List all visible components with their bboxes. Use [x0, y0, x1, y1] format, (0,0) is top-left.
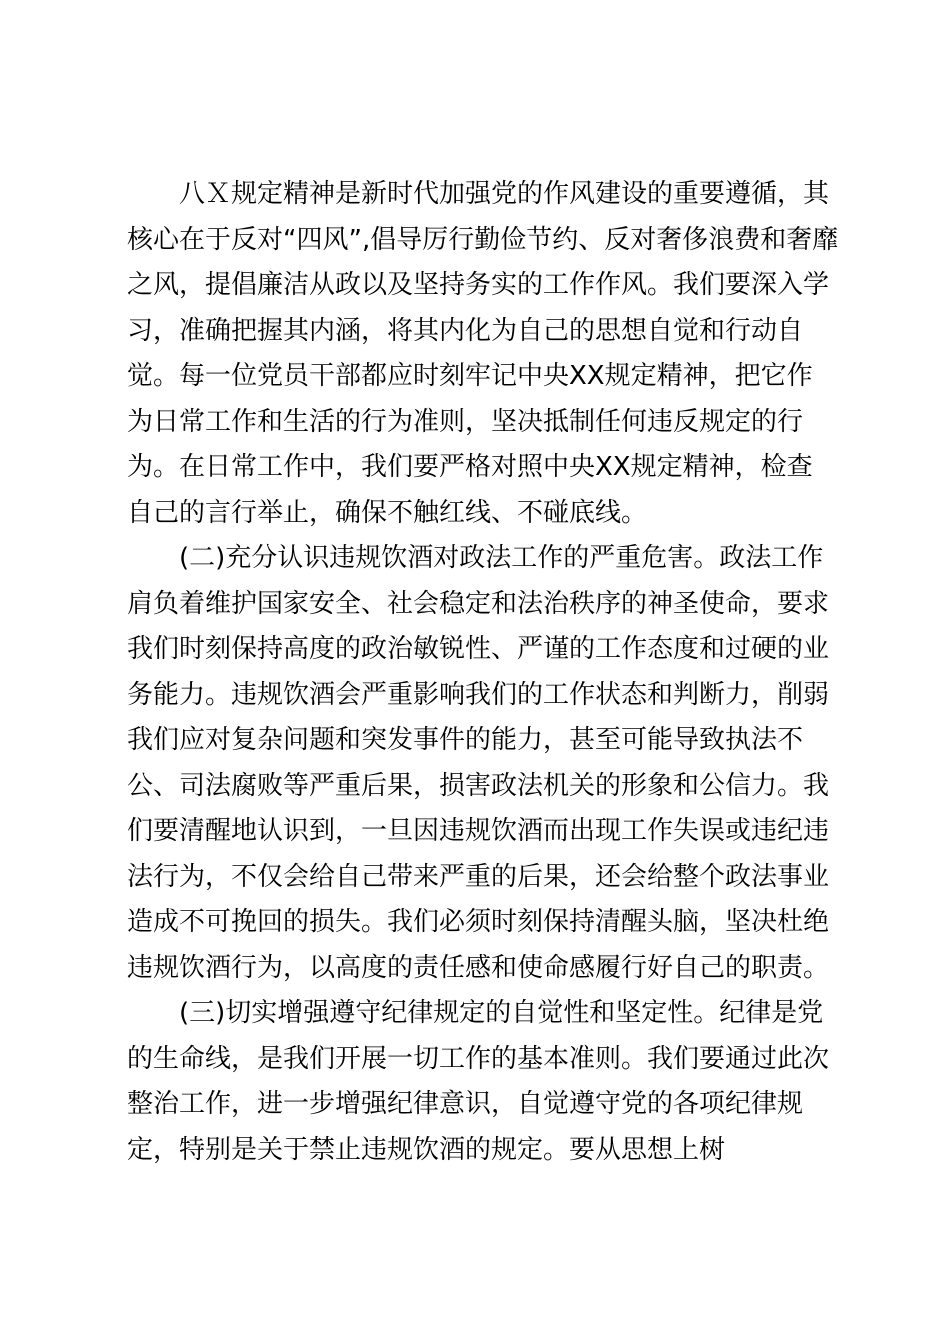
paragraph-1-line-1: 八Ｘ规定精神是新时代加强党的作风建设的重要遵循，其: [179, 179, 830, 209]
paragraph-1-line-8: 自己的言行举止，确保不触红线、不碰底线。: [127, 497, 648, 528]
paragraph-1-line-3: 之风，提倡廉洁从政以及坚持务实的工作作风。我们要深入学: [127, 270, 830, 300]
paragraph-1-line-7: 为。在日常工作中，我们要严格对照中央XX规定精神，检查: [127, 452, 813, 482]
paragraph-2-line-7: 们要清醒地认识到，一旦因违规饮酒而出现工作失误或违纪违: [127, 816, 830, 846]
paragraph-2-line-4: 务能力。违规饮酒会严重影响我们的工作状态和判断力，削弱: [127, 679, 830, 710]
paragraph-2-line-5: 我们应对复杂问题和突发事件的能力，甚至可能导致执法不: [127, 725, 804, 755]
paragraph-1-line-4: 习，准确把握其内涵，将其内化为自己的思想自觉和行动自: [127, 315, 804, 346]
paragraph-1-line-2: 核心在于反对“四风”,倡导厉行勤俭节约、反对奢侈浪费和奢靡: [127, 224, 839, 255]
paragraph-2-line-8: 法行为，不仅会给自己带来严重的后果，还会给整个政法事业: [127, 861, 830, 892]
paragraph-3-line-2: 的生命线，是我们开展一切工作的基本准则。我们要通过此次: [127, 1043, 830, 1074]
paragraph-2-line-10: 违规饮酒行为，以高度的责任感和使命感履行好自己的职责。: [127, 952, 830, 983]
document-body: [127, 172, 839, 1173]
paragraph-2-line-3: 我们时刻保持高度的政治敏锐性、严谨的工作态度和过硬的业: [127, 634, 830, 664]
paragraph-1-line-6: 为日常工作和生活的行为准则，坚决抵制任何违反规定的行: [127, 406, 804, 437]
paragraph-3-line-3: 整治工作，进一步增强纪律意识，自觉遵守党的各项纪律规: [127, 1089, 804, 1119]
paragraph-2-line-9: 造成不可挽回的损失。我们必须时刻保持清醒头脑，坚决杜绝: [127, 907, 830, 937]
paragraph-2-line-6: 公、司法腐败等严重后果，损害政法机关的形象和公信力。我: [127, 770, 830, 801]
paragraph-3-line-4: 定，特别是关于禁止违规饮酒的规定。要从思想上树: [127, 1134, 726, 1165]
paragraph-3-line-1: (三)切实增强遵守纪律规定的自觉性和坚定性。纪律是党: [179, 998, 824, 1028]
paragraph-2-line-1: (二)充分认识违规饮酒对政法工作的严重危害。政法工作: [179, 543, 824, 573]
paragraph-1-line-5: 觉。每一位党员干部都应时刻牢记中央XX规定精神，把它作: [127, 361, 813, 391]
paragraph-2-line-2: 肩负着维护国家安全、社会稳定和法治秩序的神圣使命，要求: [127, 588, 830, 619]
